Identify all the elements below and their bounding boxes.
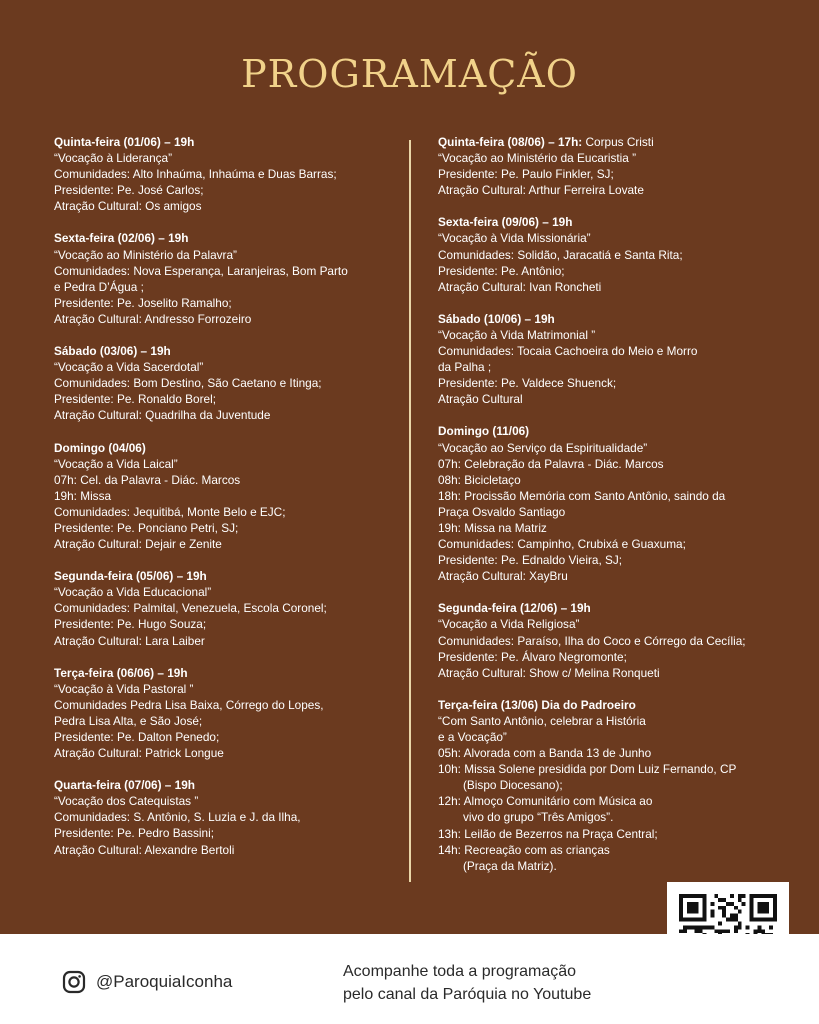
schedule-day bbox=[438, 134, 783, 198]
schedule-day-date: Terça-feira (13/06) Dia do Padroeiro bbox=[438, 697, 636, 712]
schedule-line: Presidente: Pe. Ponciano Petri, SJ; bbox=[54, 520, 239, 535]
schedule-line: “Vocação dos Catequistas ” bbox=[54, 794, 199, 809]
schedule-line: 07h: Cel. da Palavra - Diác. Marcos bbox=[54, 472, 241, 487]
schedule-line: “Vocação à Vida Pastoral ” bbox=[54, 681, 194, 696]
schedule-day-heading bbox=[54, 343, 399, 359]
instagram-icon[interactable] bbox=[62, 970, 86, 994]
schedule-line: “Vocação ao Ministério da Eucaristia ” bbox=[438, 151, 637, 166]
schedule-line: Praça Osvaldo Santiago bbox=[438, 504, 566, 519]
schedule-line: 14h: Recreação com as crianças bbox=[438, 842, 610, 857]
schedule-line: e a Vocação” bbox=[438, 730, 507, 744]
schedule-line: Presidente: Pe. Ronaldo Borel; bbox=[54, 392, 216, 407]
schedule-line: Atração Cultural: XayBru bbox=[438, 569, 568, 584]
footer bbox=[0, 934, 819, 1024]
youtube-follow-text bbox=[343, 960, 591, 1006]
schedule-line: “Vocação ao Ministério da Palavra” bbox=[54, 247, 237, 262]
schedule-line: “Vocação ao Serviço da Espiritualidade” bbox=[438, 440, 648, 455]
schedule-day-heading bbox=[438, 134, 783, 150]
schedule-line: 19h: Missa na Matriz bbox=[438, 520, 547, 535]
schedule-day bbox=[54, 665, 399, 762]
schedule-day-heading bbox=[438, 214, 783, 230]
schedule-line: 10h: Missa Solene presidida por Dom Luiz Fernando, CP bbox=[438, 762, 737, 777]
schedule-line: “Vocação à Vida Matrimonial ” bbox=[438, 327, 596, 342]
schedule-line: Comunidades: Alto Inhaúma, Inhaúma e Duas Barras; bbox=[54, 167, 337, 182]
schedule-line: “Com Santo Antônio, celebrar a História bbox=[438, 713, 646, 728]
schedule-line: Comunidades: Campinho, Crubixá e Guaxuma; bbox=[438, 537, 686, 552]
schedule-day bbox=[54, 440, 399, 553]
schedule-line: Atração Cultural: Alexandre Bertoli bbox=[54, 842, 235, 857]
follow-line-2: pelo canal da Paróquia no Youtube bbox=[343, 986, 592, 1003]
schedule-line: da Palha ; bbox=[438, 360, 492, 375]
schedule-day-heading bbox=[54, 777, 399, 793]
schedule-day bbox=[438, 214, 783, 294]
schedule-line: Atração Cultural: Os amigos bbox=[54, 199, 202, 214]
schedule-line: Atração Cultural: Lara Laiber bbox=[54, 633, 205, 648]
schedule-line: Atração Cultural: Dejair e Zenite bbox=[54, 537, 222, 552]
schedule-day-heading bbox=[438, 311, 783, 327]
schedule-day bbox=[54, 777, 399, 857]
schedule-line: Atração Cultural: Show c/ Melina Ronqueti bbox=[438, 665, 660, 680]
schedule-line: 19h: Missa bbox=[54, 488, 112, 503]
schedule-day-heading bbox=[54, 665, 399, 681]
schedule-line: vivo do grupo “Três Amigos”. bbox=[463, 810, 614, 825]
schedule-line: Comunidades: S. Antônio, S. Luzia e J. da Ilha, bbox=[54, 810, 301, 825]
schedule-day-date: Sexta-feira (09/06) – 19h bbox=[438, 215, 573, 230]
schedule-line: 18h: Procissão Memória com Santo Antônio, saindo da bbox=[438, 488, 726, 503]
schedule-line: “Vocação a Vida Educacional” bbox=[54, 585, 212, 600]
schedule-day-date: Quinta-feira (01/06) – 19h bbox=[54, 135, 195, 149]
schedule-day-heading bbox=[54, 134, 399, 150]
schedule-day bbox=[438, 311, 783, 408]
follow-line-1: Acompanhe toda a programação bbox=[343, 963, 577, 980]
schedule-day-date: Sábado (03/06) – 19h bbox=[54, 344, 171, 359]
schedule-day-date: Domingo (04/06) bbox=[54, 440, 146, 455]
schedule-column-right bbox=[438, 134, 783, 890]
schedule-line: 08h: Bicicletaço bbox=[438, 472, 521, 487]
schedule-day bbox=[54, 343, 399, 423]
schedule-line: Presidente: Pe. Valdece Shuenck; bbox=[438, 376, 617, 391]
page-title: PROGRAMAÇÃO bbox=[241, 52, 578, 96]
schedule-line: 05h: Alvorada com a Banda 13 de Junho bbox=[438, 746, 652, 761]
schedule-day-heading bbox=[54, 230, 399, 246]
schedule-line: 12h: Almoço Comunitário com Música ao bbox=[438, 794, 653, 809]
schedule-line: Comunidades: Paraíso, Ilha do Coco e Córrego da Cecília; bbox=[438, 633, 746, 648]
schedule-line: “Vocação a Vida Sacerdotal” bbox=[54, 360, 204, 375]
schedule-line: Presidente: Pe. Hugo Souza; bbox=[54, 617, 207, 632]
schedule-line: Presidente: Pe. Álvaro Negromonte; bbox=[438, 649, 627, 664]
schedule-day-heading bbox=[54, 568, 399, 584]
schedule-day-date: Segunda-feira (12/06) – 19h bbox=[438, 601, 591, 616]
schedule-line: Atração Cultural bbox=[438, 392, 523, 407]
schedule-day-note: Corpus Cristi bbox=[582, 135, 654, 149]
instagram-handle[interactable]: @ParoquiaIconha bbox=[96, 972, 233, 991]
schedule-line: Presidente: Pe. José Carlos; bbox=[54, 183, 204, 198]
schedule-day bbox=[54, 230, 399, 327]
schedule-line: Comunidades: Palmital, Venezuela, Escola Coronel; bbox=[54, 601, 327, 616]
schedule-day-date: Terça-feira (06/06) – 19h bbox=[54, 665, 188, 680]
schedule-day-heading bbox=[438, 423, 783, 439]
schedule-day bbox=[438, 600, 783, 680]
schedule-day-heading bbox=[438, 600, 783, 616]
schedule-day-heading bbox=[54, 440, 399, 456]
schedule-day-date: Sábado (10/06) – 19h bbox=[438, 311, 555, 326]
schedule-line: 07h: Celebração da Palavra - Diác. Marcos bbox=[438, 456, 664, 471]
schedule-line: Comunidades: Solidão, Jaracatiá e Santa Rita; bbox=[438, 247, 683, 262]
schedule-line: Atração Cultural: Arthur Ferreira Lovate bbox=[438, 183, 644, 198]
schedule-line: Atração Cultural: Patrick Longue bbox=[54, 746, 224, 761]
schedule-line: Presidente: Pe. Dalton Penedo; bbox=[54, 730, 220, 744]
schedule-day-date: Segunda-feira (05/06) – 19h bbox=[54, 569, 207, 584]
schedule-line: Pedra Lisa Alta, e São José; bbox=[54, 713, 203, 728]
schedule-day bbox=[438, 423, 783, 584]
schedule-line: Atração Cultural: Quadrilha da Juventude bbox=[54, 408, 271, 423]
schedule-line: Presidente: Pe. Antônio; bbox=[438, 263, 565, 278]
schedule-line: Presidente: Pe. Ednaldo Vieira, SJ; bbox=[438, 553, 623, 568]
schedule-line: (Bispo Diocesano); bbox=[463, 778, 563, 793]
schedule-line: Comunidades Pedra Lisa Baixa, Córrego do Lopes, bbox=[54, 697, 324, 712]
schedule-day-date: Domingo (11/06) bbox=[438, 424, 530, 439]
schedule-day bbox=[54, 568, 399, 648]
schedule-day bbox=[438, 697, 783, 874]
schedule-line: “Vocação à Liderança” bbox=[54, 151, 173, 166]
schedule-line: Presidente: Pe. Paulo Finkler, SJ; bbox=[438, 167, 614, 182]
schedule-line: Comunidades: Nova Esperança, Laranjeiras, Bom Parto bbox=[54, 263, 348, 278]
schedule-line: “Vocação a Vida Laical” bbox=[54, 456, 178, 471]
schedule-line: Comunidades: Tocaia Cachoeira do Meio e Morro bbox=[438, 344, 698, 359]
schedule-line: Presidente: Pe. Joselito Ramalho; bbox=[54, 295, 232, 310]
schedule-line: Comunidades: Jequitibá, Monte Belo e EJC; bbox=[54, 504, 286, 519]
schedule-line: “Vocação a Vida Religiosa” bbox=[438, 617, 580, 632]
schedule-day bbox=[54, 134, 399, 214]
schedule-line: “Vocação à Vida Missionária” bbox=[438, 231, 591, 246]
schedule-line: e Pedra D’Água ; bbox=[54, 279, 144, 294]
schedule-day-heading bbox=[438, 697, 783, 713]
schedule-line: Comunidades: Bom Destino, São Caetano e Itinga; bbox=[54, 376, 322, 391]
schedule-day-date: Quinta-feira (08/06) – 17h: bbox=[438, 135, 583, 149]
schedule-line: (Praça da Matriz). bbox=[463, 858, 557, 873]
schedule-day-date: Quarta-feira (07/06) – 19h bbox=[54, 778, 195, 793]
schedule-line: Atração Cultural: Andresso Forrozeiro bbox=[54, 311, 252, 326]
schedule-day-date: Sexta-feira (02/06) – 19h bbox=[54, 231, 189, 246]
column-divider bbox=[409, 140, 411, 882]
schedule-line: Atração Cultural: Ivan Roncheti bbox=[438, 279, 602, 294]
schedule-line: 13h: Leilão de Bezerros na Praça Central; bbox=[438, 826, 658, 841]
schedule-line: Presidente: Pe. Pedro Bassini; bbox=[54, 826, 215, 841]
schedule-column-left bbox=[54, 134, 399, 874]
